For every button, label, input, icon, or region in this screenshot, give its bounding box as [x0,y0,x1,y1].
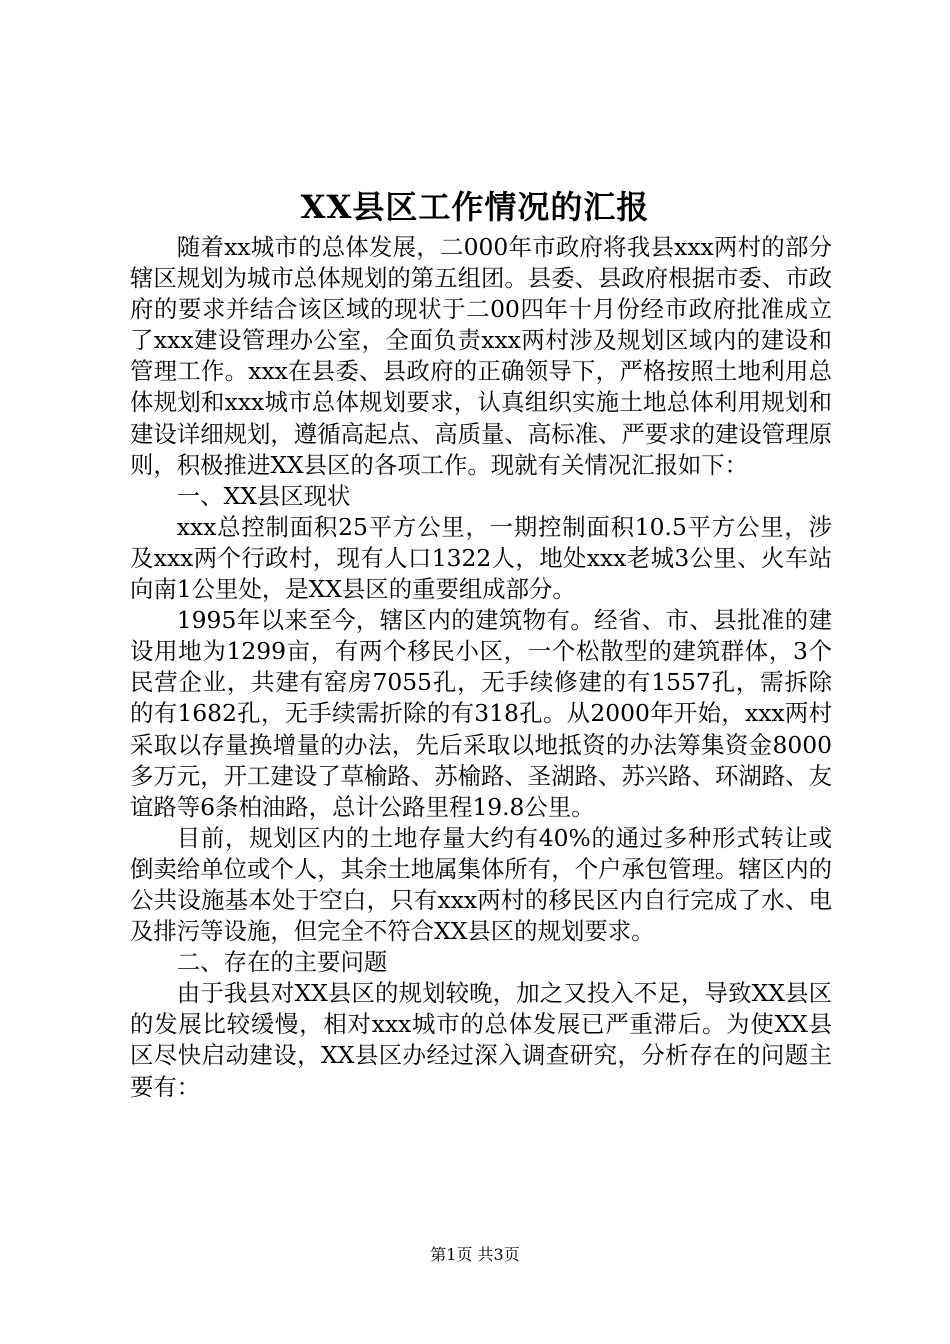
paragraph-land: 目前，规划区内的土地存量大约有40%的通过多种形式转让或倒卖给单位或个人，其余土地属集体所有，个户承包管理。辖区内的公共设施基本处于空白，只有xxx两村的移民区内自行完成了水、电及排污等设施，但完全不符合XX县区的规划要求。 [130,823,832,946]
paragraph-intro: 随着xx城市的总体发展，二000年市政府将我县xxx两村的部分辖区规划为城市总体规划的第五组团。县委、县政府根据市委、市政府的要求并结合该区域的现状于二00四年十月份经市政府批准成立了xxx建设管理办公室，全面负责xxx两村涉及规划区域内的建设和管理工作。xxx在县委、县政府的正确领导下，严格按照土地利用总体规划和xxx城市总体规划要求，认真组织实施土地总体利用规划和建设详细规划，遵循高起点、高质量、高标准、严要求的建设管理原则，积极推进XX县区的各项工作。现就有关情况汇报如下： [130,233,832,479]
paragraph-area: xxx总控制面积25平方公里，一期控制面积10.5平方公里，涉及xxx两个行政村，现有人口1322人，地处xxx老城3公里、火车站向南1公里处，是XX县区的重要组成部分。 [130,512,832,604]
section-heading-problems: 二、存在的主要问题 [176,948,388,977]
paragraph-problems: 由于我县对XX县区的规划较晚，加之又投入不足，导致XX县区的发展比较缓慢，相对xxx城市的总体发展已严重滞后。为使XX县区尽快启动建设，XX县区办经过深入调查研究，分析存在的问题主要有： [130,979,832,1101]
page-footer: 第1页 共3页 [430,1245,520,1264]
document-body [130,232,832,1103]
section-heading-status: 一、XX县区现状 [176,481,351,510]
paragraph-buildings: 1995年以来至今，辖区内的建筑物有。经省、市、县批准的建设用地为1299亩，有两个移民小区，一个松散型的建筑群体，3个民营企业，共建有窑房7055孔，无手续修建的有1557孔，需拆除的有1682孔，无手续需折除的有318孔。从2000年开始，xxx两村采取以存量换增量的办法，先后采取以地抵资的办法筹集资金8000多万元，开工建设了草榆路、苏榆路、圣湖路、苏兴路、环湖路、友谊路等6条柏油路，总计公路里程19.8公里。 [130,606,832,821]
document-title: XX县区工作情况的汇报 [300,188,650,226]
